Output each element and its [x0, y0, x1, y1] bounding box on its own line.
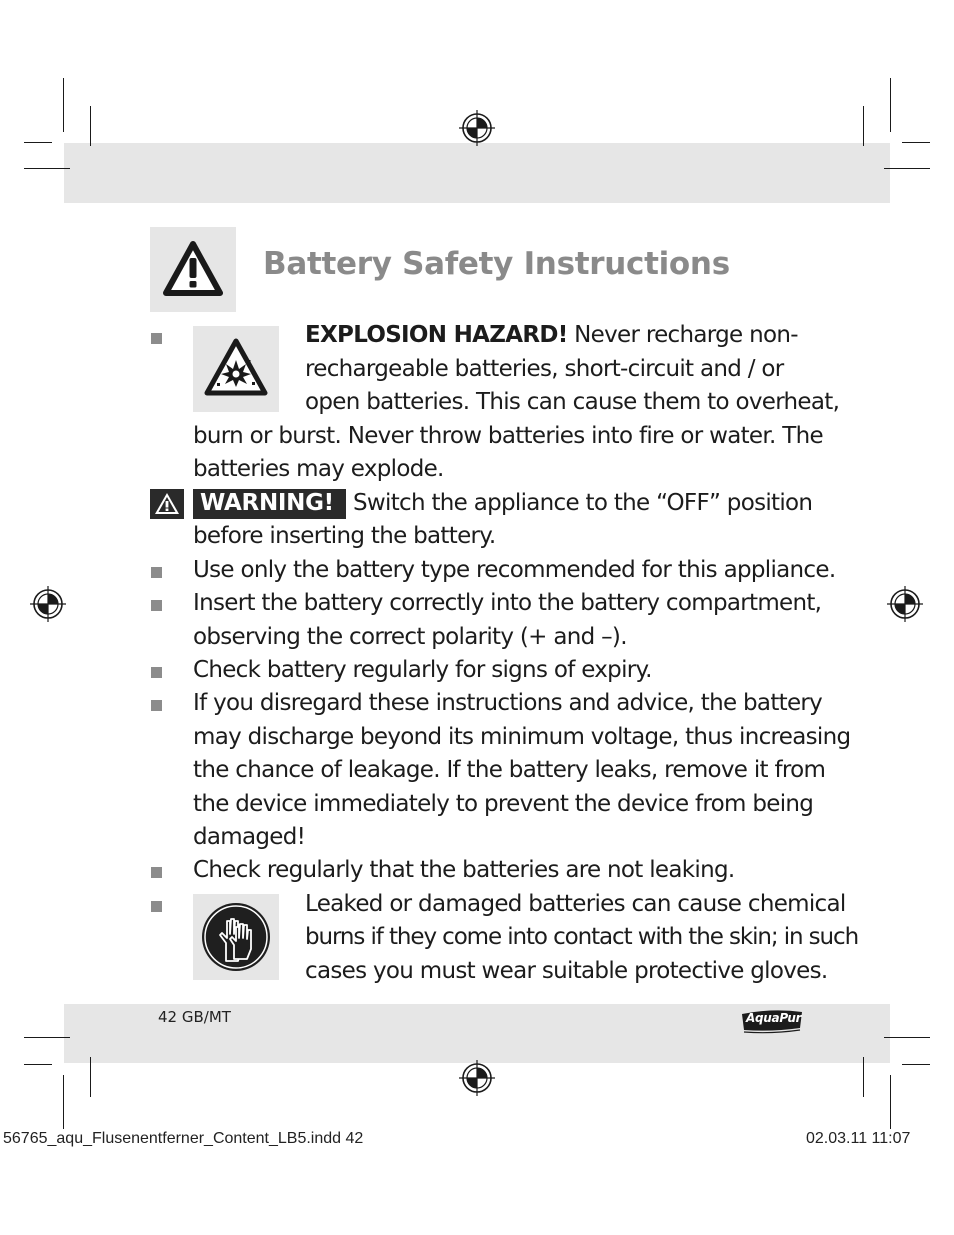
bullet-marker: [151, 901, 162, 912]
list-item-continued: damaged!: [193, 824, 306, 850]
list-item-continued: the device immediately to prevent the device from being: [193, 791, 814, 817]
registration-mark-icon: [30, 586, 66, 622]
page-number: 42 GB/MT: [158, 1008, 231, 1026]
registration-mark-icon: [459, 110, 495, 146]
gloves-icon-box: [193, 894, 279, 980]
explosion-icon-box: [193, 326, 279, 412]
bullet-marker: [151, 667, 162, 678]
gloves-text-line: burns if they come into contact with the skin; in such: [305, 924, 859, 950]
bullet-marker: [151, 333, 162, 344]
list-item: Use only the battery type recommended for this appliance.: [193, 557, 836, 583]
explosion-text-line: burn or burst. Never throw batteries into fire or water. The: [193, 423, 823, 449]
page-title: Battery Safety Instructions: [263, 246, 730, 282]
warning-label: WARNING!: [200, 490, 334, 516]
registration-mark-icon: [887, 586, 923, 622]
list-item: Check battery regularly for signs of expiry.: [193, 657, 652, 683]
gloves-text-line: Leaked or damaged batteries can cause chemical: [305, 891, 846, 917]
list-item-continued: the chance of leakage. If the battery leaks, remove it from: [193, 757, 826, 783]
explosion-text-line: rechargeable batteries, short-circuit and / or: [305, 356, 784, 382]
explosion-text-line-1: EXPLOSION HAZARD! Never recharge non-: [305, 322, 798, 348]
brand-logo-text: AquaPur: [746, 1011, 802, 1025]
warning-triangle-icon: [153, 491, 181, 517]
bullet-marker: [151, 600, 162, 611]
protective-gloves-icon: [200, 901, 272, 973]
explosion-heading: EXPLOSION HAZARD!: [305, 322, 568, 348]
bullet-marker: [151, 567, 162, 578]
warning-text-line: Switch the appliance to the “OFF” position: [353, 490, 813, 516]
slug-timestamp: 02.03.11 11:07: [806, 1130, 911, 1147]
list-item: Check regularly that the batteries are not leaking.: [193, 857, 735, 883]
header-band: [64, 143, 890, 203]
warning-triangle-icon: [163, 240, 223, 298]
warning-label-box: [193, 489, 346, 519]
explosion-hazard-icon: [204, 338, 268, 398]
list-item-continued: may discharge beyond its minimum voltage, thus increasing: [193, 724, 851, 750]
bullet-marker: [151, 700, 162, 711]
list-item: Insert the battery correctly into the battery compartment,: [193, 590, 822, 616]
warning-text-line: before inserting the battery.: [193, 523, 496, 549]
bullet-marker: [151, 867, 162, 878]
slug-filename: 56765_aqu_Flusenentferner_Content_LB5.indd 42: [3, 1130, 364, 1147]
warning-triangle-box: [150, 489, 184, 519]
brand-logo: [740, 1008, 804, 1034]
title-warning-box: [150, 227, 236, 312]
explosion-text-line: batteries may explode.: [193, 456, 444, 482]
list-item: If you disregard these instructions and advice, the battery: [193, 690, 823, 716]
registration-mark-icon: [459, 1060, 495, 1096]
gloves-text-line: cases you must wear suitable protective gloves.: [305, 958, 828, 984]
list-item-continued: observing the correct polarity (+ and –).: [193, 624, 627, 650]
explosion-text-line: open batteries. This can cause them to overheat,: [305, 389, 840, 415]
